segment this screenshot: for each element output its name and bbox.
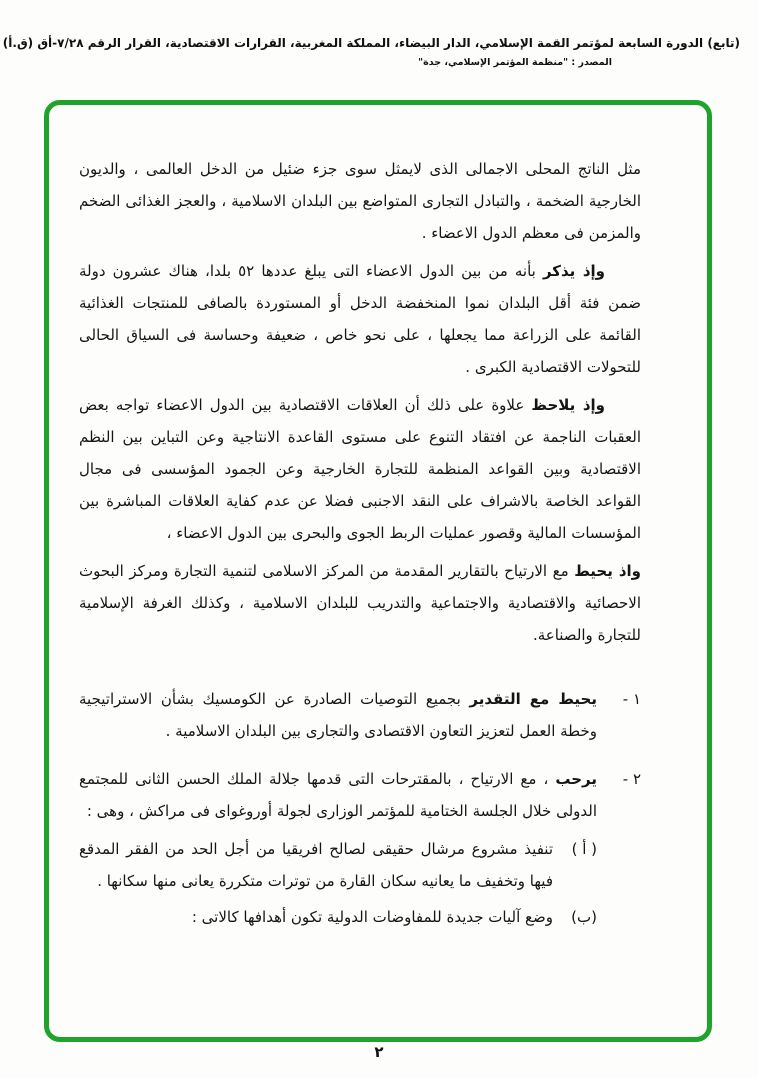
item-number: ١ - bbox=[622, 690, 641, 708]
sub-item-text: تنفيذ مشروع مرشال حقيقى لصالح افريقيا من أجل الحد من الفقر المدقع فيها وتخفيف ما يعانيه سكان القارة من توترات متكررة يعانى منها سكانها . bbox=[79, 840, 553, 890]
item-text: بجميع التوصيات الصادرة عن الكومسيك بشأن الاستراتيجية وخطة العمل لتعزيز التعاون الاقتصادى والتجارى بين البلدان الاسلامية . bbox=[79, 690, 597, 740]
item-body bbox=[79, 763, 597, 933]
sub-item-text: وضع آليات جديدة للمفاوضات الدولية تكون أهدافها كالاتى : bbox=[191, 908, 553, 926]
item-number: ٢ - bbox=[622, 770, 641, 788]
paragraph-recalling bbox=[79, 255, 641, 383]
item-paragraph bbox=[79, 683, 597, 747]
item-lead: يحيط مع التقدير bbox=[469, 690, 597, 708]
resolution-list bbox=[79, 683, 641, 933]
item-lead: يرحب bbox=[555, 770, 597, 788]
list-item-1 bbox=[79, 683, 641, 753]
sub-item-marker: (ب) bbox=[571, 908, 597, 926]
page-footer bbox=[0, 1042, 758, 1061]
item-body bbox=[79, 683, 597, 753]
document-body bbox=[49, 105, 707, 933]
green-border-frame bbox=[44, 100, 712, 1042]
paragraph-text: مثل الناتج المحلى الاجمالى الذى لايمثل سوى جزء ضئيل من الدخل العالمى ، والديون الخارجية الضخمة ، والتبادل التجارى المتواضع بين البلدان الاسلامية ، والعجز الغذائى الضخم والمزمن فى معظم الدول الاعضاء . bbox=[79, 160, 641, 242]
page-number: ٢ bbox=[374, 1043, 384, 1061]
paragraph-taking-note bbox=[79, 555, 641, 651]
header-title: (تابع) الدورة السابعة لمؤتمر القمة الإسلامي، الدار البيضاء، المملكة المغربية، القرارات الاقتصادية، القرار الرقم ٧/٢٨-أق (ق.أ) bbox=[2, 36, 740, 50]
item-paragraph bbox=[79, 763, 597, 827]
paragraph-lead: وإذ يذكر bbox=[542, 262, 605, 280]
paragraph-continuation bbox=[79, 153, 641, 249]
sub-item-a bbox=[79, 833, 597, 897]
sub-item-marker: ( أ ) bbox=[571, 840, 597, 858]
paragraph-lead: واذ يحيط bbox=[574, 562, 641, 580]
paragraph-noting bbox=[79, 389, 641, 549]
paragraph-text: علاوة على ذلك أن العلاقات الاقتصادية بين الدول الاعضاء تواجه بعض العقبات الناجمة عن افتقاد التنوع على مستوى القاعدة الانتاجية وعن التباين بين النظم الاقتصادية وبين القواعد المنظمة للتجارة الخارجية وعن الجمود المؤسسى فى مجال القواعد الخاصة بالاشراف على النقد الاجنبى فضلا عن عدم كفاية العلاقات المباشرة بين المؤسسات المالية وقصور عمليات الربط الجوى والبحرى بين الدول الاعضاء ، bbox=[79, 396, 641, 542]
document-header bbox=[2, 36, 740, 68]
paragraph-text: مع الارتياح بالتقارير المقدمة من المركز الاسلامى لتنمية التجارة ومركز البحوث الاحصائية والاقتصادية والاجتماعية والتدريب للبلدان الاسلامية ، وكذلك الغرفة الإسلامية للتجارة والصناعة. bbox=[79, 562, 641, 644]
paragraph-text: بأنه من بين الدول الاعضاء التى يبلغ عددها ٥٢ بلدا، هناك عشرون دولة ضمن فئة أقل البلدان نموا المنخفضة الدخل أو المستوردة بالصافى للمنتجات الغذائية القائمة على الزراعة مما يجعلها ، على نحو خاص ، ضعيفة وحساسة فى السياق الحالى للتحولات الاقتصادية الكبرى . bbox=[79, 262, 641, 376]
header-source: المصدر : "منظمة المؤتمر الإسلامي، جدة" bbox=[418, 57, 612, 68]
sub-item-b bbox=[79, 901, 597, 933]
list-item-2 bbox=[79, 763, 641, 933]
paragraph-lead: وإذ يلاحظ bbox=[531, 396, 605, 414]
item-text: ، مع الارتياح ، بالمقترحات التى قدمها جلالة الملك الحسن الثانى للمجتمع الدولى خلال الجلسة الختامية للمؤتمر الوزارى لجولة أوروغواى فى مراكش ، وهى : bbox=[79, 770, 597, 820]
